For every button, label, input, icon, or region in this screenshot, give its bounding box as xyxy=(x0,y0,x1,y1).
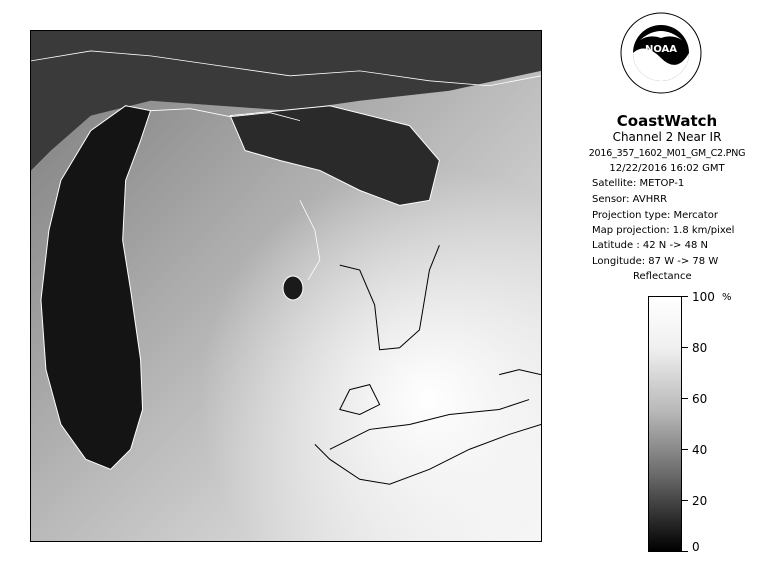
legend-title: Reflectance xyxy=(633,271,692,282)
svg-text:NOAA: NOAA xyxy=(644,44,678,55)
colorbar-tick xyxy=(682,347,688,348)
app-title: CoastWatch xyxy=(616,112,718,130)
saginaw-bay xyxy=(283,276,303,300)
colorbar-tick-label: 40 xyxy=(692,443,708,457)
colorbar-tick xyxy=(682,398,688,399)
map-projection-label: Map projection: 1.8 km/pixel xyxy=(592,225,735,236)
colorbar-tick-label: 60 xyxy=(692,392,708,406)
colorbar-tick-label: 80 xyxy=(692,341,708,355)
colorbar-tick xyxy=(682,449,688,450)
satellite-label: Satellite: METOP-1 xyxy=(592,178,685,189)
satellite-image xyxy=(30,30,542,542)
datetime-label: 12/22/2016 16:02 GMT xyxy=(609,163,725,174)
latitude-label: Latitude : 42 N -> 48 N xyxy=(592,240,708,251)
projection-type-label: Projection type: Mercator xyxy=(592,210,718,221)
colorbar-tick-label: 0 xyxy=(692,540,700,554)
legend-unit: % xyxy=(722,292,732,303)
noaa-logo xyxy=(620,12,702,94)
colorbar-tick-label: 100 xyxy=(692,290,715,304)
reflectance-colorbar xyxy=(648,296,682,552)
filename-label: 2016_357_1602_M01_GM_C2.PNG xyxy=(588,148,746,159)
colorbar-tick xyxy=(682,551,688,552)
sensor-label: Sensor: AVHRR xyxy=(592,194,668,205)
colorbar-tick xyxy=(682,500,688,501)
colorbar-tick xyxy=(682,296,688,297)
longitude-label: Longitude: 87 W -> 78 W xyxy=(592,256,719,267)
colorbar-tick-label: 20 xyxy=(692,494,708,508)
channel-subtitle: Channel 2 Near IR xyxy=(612,130,722,144)
